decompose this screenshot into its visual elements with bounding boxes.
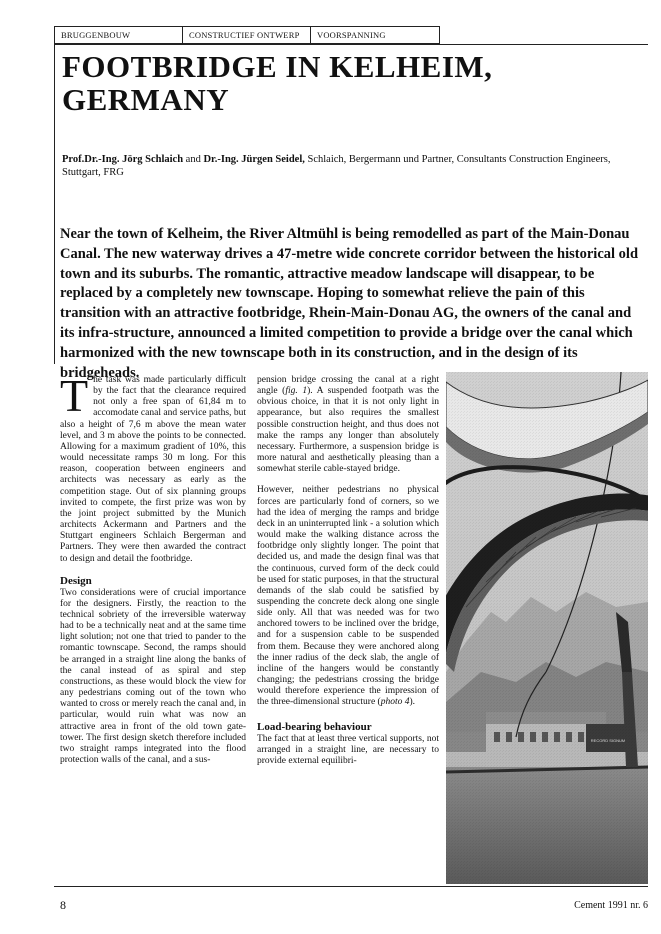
paragraph-curved-deck	[257, 485, 439, 708]
paragraph-load-bearing: The fact that at least three vertical supports, not arranged in a straight line, are necessary to provide external equilibri-	[257, 733, 439, 766]
opening-text: he task was made particularly difficult by the fact that the clearance required not only a free span of 61,84 m to accomodate canal and service paths, but also a height of 7,6 m above the mean water level, and 3 m above the points to be connected. Allowing for a maximum gradient of 10%, this would necessitate ramps 30 m long. For this reason, cooperation between engineers and architects was necessary as early as the competition stage. Out of six planning groups invited to compete, the first prize was won by the joint project submitted by the Munich architects Ackermann and Partners and the Stuttgart engineers Schlaich Bergerman and Partners. They were then awarded the contract to design and detail the footbridge.	[60, 375, 246, 564]
drop-cap: T	[60, 370, 89, 421]
text-run: ). A suspended footpath was the obvious choice, in that it is not only light in appearance, but also requires the smallest possible construction height, and thus does not make the ramps any longer than absolutely necessary. Furthermore, a suspension bridge is more natural and aesthetically pleasing than a somewhat sterile cable-stayed bridge.	[257, 386, 439, 475]
tab-bruggenbouw: BRUGGENBOUW	[55, 27, 183, 43]
article-authors	[62, 153, 642, 179]
author-2: Dr.-Ing. Jürgen Seidel,	[203, 154, 305, 165]
section-tabs	[54, 26, 440, 44]
author-and: and	[183, 154, 204, 165]
frame-rule-bottom	[54, 886, 648, 887]
title-line-1: FOOTBRIDGE IN KELHEIM,	[62, 49, 493, 84]
paragraph-suspension	[257, 375, 439, 475]
text-run: However, neither pedestrians no physical forces are particularly fond of corners, so we had the idea of merging the ramps and bridge deck in an uninterrupted link - a solution which would make the walking distance across the footbridge only slightly longer. The point that decided us, and made the design final was that the continuous, curved form of the deck could be used for static purposes, in that the structural demands of the slab could be satisfied by suspending the concrete deck along one single side only. All that was needed was for two anchored towers to be inclined over the bridge, and for a suspension cable to be suspended from them. Because they were anchored along the inner radius of the deck slab, the angle of incline of the hangers would be constantly changing; the pedestrians crossing the bridge would therefore experience the impression of the three-dimensional structure (	[257, 485, 439, 708]
author-1: Prof.Dr.-Ing. Jörg Schlaich	[62, 154, 184, 165]
affiliation: Schlaich, Bergermann und Partner, Consultants Construction Engineers, Stuttgart, FRG	[62, 154, 611, 178]
frame-rule-left	[54, 44, 55, 364]
text-run: pension bridge crossing the canal at a right angle (	[257, 375, 439, 397]
page-number: 8	[60, 898, 66, 912]
text-column-1	[60, 370, 246, 766]
text-run: ).	[409, 697, 416, 708]
bridge-photo	[446, 372, 648, 884]
paragraph-opening	[60, 370, 246, 565]
bridge-photo-illustration	[446, 372, 648, 884]
article-title	[62, 50, 642, 116]
figure-reference: fig. 1	[285, 386, 308, 397]
tab-voorspanning: VOORSPANNING	[317, 30, 386, 40]
title-line-2: GERMANY	[62, 82, 230, 117]
photo-reference: photo 4	[380, 697, 410, 708]
paragraph-design: Two considerations were of crucial importance for the designers. Firstly, the reaction to the technical sobriety of the irreversible waterway had to be a technically neat and at the same time light solution; not one that tried to pander to the romantic townscape. Second, the ramps should be arranged in a straight line along the banks of the canal instead of as spiral and step constructions, as these would block the view for any pedestrians coming out of the town who wanted to cross or merely reach the canal and, in particular, would ruin what was now an attractive area in front of the old town gate-tower. The first design sketch therefore included two straight ramps integrated into the flood protection walls of the canal, and a sus-	[60, 587, 246, 765]
section-heading-load-bearing: Load-bearing behaviour	[257, 720, 372, 733]
frame-rule-top	[54, 44, 648, 45]
section-heading-design: Design	[60, 574, 92, 587]
article-intro: Near the town of Kelheim, the River Altmühl is being remodelled as part of the Main-Donau Canal. The new waterway drives a 47-metre wide concrete corridor between the historical old town and its suburbs. The romantic, attractive meadow landscape will disappear, to be replaced by a completely new townscape. Hoping to somewhat relieve the pain of this transition with an attractive footbridge, Rhein-Main-Donau AG, the owners of the canal and its infra-structure, announced a limited competition to provide a bridge over the canal which harmonized with the new townscape both in its construction, and in the design of its bridgeheads.	[60, 226, 639, 381]
journal-reference: Cement 1991 nr. 6	[574, 900, 648, 911]
text-column-2	[257, 375, 439, 767]
tab-constructief-ontwerp: CONSTRUCTIEF ONTWERP	[183, 27, 311, 43]
